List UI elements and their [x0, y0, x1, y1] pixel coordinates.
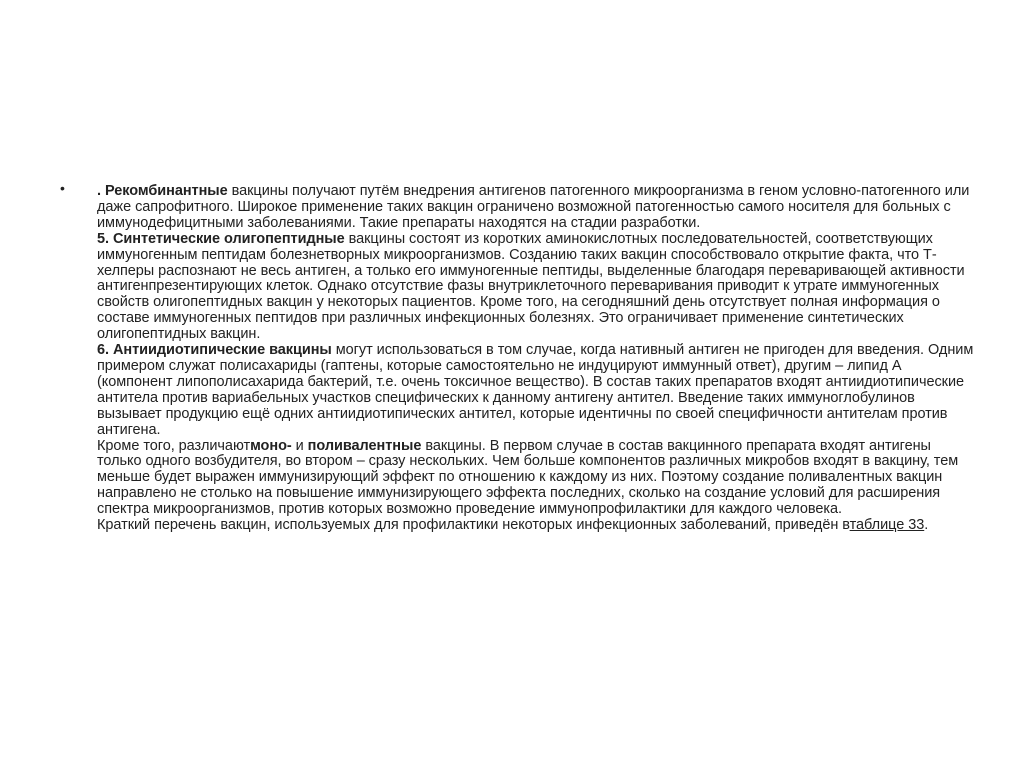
paragraph-synthetic	[97, 232, 977, 343]
text-recombinant: вакцины получают путём внедрения антигенов патогенного микроорганизма в геном условно-патогенного или даже сапрофитного. Широкое применение таких вакцин ограничено возможной патогенностью самого носителя для больных с иммунодефицитными заболеваниями. Такие препараты находятся на стадии разработки.	[97, 183, 970, 231]
text-valency: вакцины. В первом случае в состав вакцинного препарата входят антигены только одного возбудителя, во втором – сразу нескольких. Чем больше компонентов различных микробов входят в вакцину, тем меньше будет выражен иммунизирующий эффект по отношению к каждому из них. Поэтому создание поливалентных вакцин направлено не столько на повышение иммунизирующего эффекта последних, сколько на создание условий для расширения спектра микроорганизмов, против которых возможно проведение иммунопрофилактики для каждого человека.	[97, 437, 959, 518]
text-valency-and: и	[291, 437, 308, 454]
bullet-marker: •	[60, 180, 65, 196]
table-33-link[interactable]: таблице 33	[849, 517, 925, 534]
paragraph-recombinant	[97, 184, 977, 232]
text-antiidiotypic: могут использоваться в том случае, когда нативный антиген не пригоден для введения. Одним примером служат полисахариды (гаптены, которые самостоятельно не индуцируют иммунный ответ), другим – липид А (компонент липополисахарида бактерий, т.е. очень токсичное вещество). В состав таких препаратов входят антиидиотипические антитела против вариабельных участков специфических к данному антигену антител. Введение таких иммуноглобулинов вызывает продукцию ещё одних антиидиотипических антител, которые идентичны по своей специфичности антителам против антигена.	[97, 342, 974, 438]
heading-synthetic: 5. Синтетические олигопептидные	[97, 230, 345, 247]
text-table-ref: Краткий перечень вакцин, используемых для профилактики некоторых инфекционных заболеваний, приведён в	[97, 517, 850, 534]
heading-poly: поливалентные	[307, 437, 422, 454]
heading-antiidiotypic: 6. Антиидиотипические вакцины	[97, 342, 332, 359]
text-table-ref-end: .	[924, 517, 929, 534]
text-synthetic: вакцины состоят из коротких аминокислотных последовательностей, соответствующих иммуногенным пептидам болезнетворных микроорганизмов. Созданию таких вакцин способствовало открытие факта, что Т-хелперы распознают не весь антиген, а только его иммуногенные пептиды, выделенные благодаря переваривающей активности антигенпрезентирующих клеток. Однако отсутствие фазы внутриклеточного переваривания приводит к утрате иммуногенных свойств олигопептидных вакцин у некоторых пациентов. Кроме того, на сегодняшний день отсутствует полная информация о составе иммуногенных пептидов при различных инфекционных болезнях. Это ограничивает применение синтетических олигопептидных вакцин.	[97, 230, 965, 343]
paragraph-valency	[97, 439, 977, 519]
heading-mono: моно-	[250, 437, 292, 454]
paragraph-table-ref	[97, 518, 977, 534]
text-body	[97, 184, 977, 534]
paragraph-antiidiotypic	[97, 343, 977, 438]
text-valency-pre: Кроме того, различают	[97, 437, 251, 454]
heading-recombinant: . Рекомбинантные	[97, 183, 228, 199]
